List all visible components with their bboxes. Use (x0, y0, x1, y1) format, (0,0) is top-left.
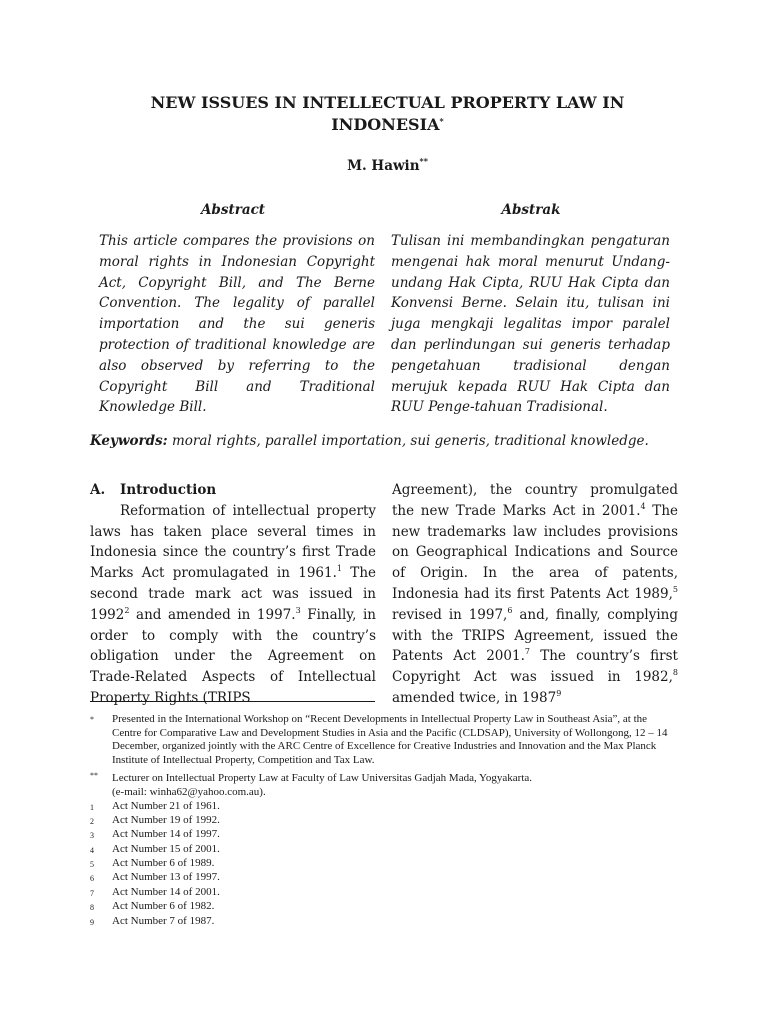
section-number: A. (90, 482, 106, 498)
footnote-mark: 8 (90, 903, 94, 912)
footnote-ref-1[interactable]: 1 (336, 564, 342, 574)
title-line-1: NEW ISSUES IN INTELLECTUAL PROPERTY LAW IN (150, 93, 625, 112)
footnote-ref-9[interactable]: 9 (556, 688, 562, 698)
author-footnote-mark: ** (419, 156, 428, 166)
footnote-mark: 7 (90, 889, 94, 898)
footnote-text: Act Number 6 of 1989. (112, 857, 215, 869)
abstract-id-heading: Abstrak (501, 202, 561, 218)
body-paragraph-right (392, 480, 678, 709)
footnote-text: Act Number 19 of 1992. (112, 814, 220, 826)
body-column-left (90, 480, 376, 709)
title-line-2 (100, 114, 675, 136)
footnote-text: (e-mail: winha62@yahoo.com.au). (112, 786, 266, 798)
section-heading (90, 480, 376, 501)
footnote-mark: 6 (90, 874, 94, 883)
keywords-label: Keywords: (90, 433, 168, 449)
footnote-ref-7[interactable]: 7 (524, 647, 530, 657)
footnote-mark: 4 (90, 846, 94, 855)
footnote-text: Act Number 14 of 2001. (112, 886, 220, 898)
right-s6: amended twice, in 1987 (392, 689, 557, 706)
footnote-text: Act Number 14 of 1997. (112, 828, 220, 840)
footnote-text: Act Number 21 of 1961. (112, 800, 220, 812)
footnote-text: Lecturer on Intellectual Property Law at Faculty of Law Universitas Gadjah Mada, Yogyakarta. (112, 772, 533, 784)
keywords-text: moral rights, parallel importation, sui generis, traditional knowledge. (171, 433, 649, 449)
abstract-en-heading: Abstract (200, 202, 266, 218)
footnote-mark: ** (90, 771, 98, 780)
keywords (90, 433, 690, 449)
abstract-id-text: Tulisan ini membandingkan pengaturan mengenai hak moral menurut Undang-undang Hak Cipta, RUU Hak Cipta dan Konvensi Berne. Selain itu, tulisan ini juga mengkaji legalitas impor paralel dan perlindungan sui generis terhadap pengetahuan tradisional dengan merujuk kepada RUU Hak Cipta dan RUU Penge-tahuan Tradisional. (391, 233, 670, 416)
footnote-text: Act Number 7 of 1987. (112, 915, 215, 927)
left-s2: The second trade mark act was issued in 1992 (90, 565, 376, 623)
footnote-mark: 2 (90, 817, 94, 826)
footnote-ref-4[interactable]: 4 (640, 501, 646, 511)
author-name: M. Hawin (347, 158, 420, 174)
footnote-text: Act Number 13 of 1997. (112, 871, 220, 883)
footnote-separator (90, 701, 375, 702)
title-line-2-text: INDONESIA (331, 115, 440, 134)
left-s3: and amended in 1997. (129, 606, 296, 623)
body-paragraph-left (90, 501, 376, 709)
footnote-mark: 9 (90, 918, 94, 927)
section-title: Introduction (120, 482, 217, 498)
right-s4: and, finally, complying with the TRIPS Agreement, issued the Patents Act 2001. (392, 606, 678, 665)
footnote-mark: * (90, 715, 94, 724)
footnote-text: Presented in the International Workshop on “Recent Developments in Intellectual Property Law in Southeast Asia”, at the Centre for Comparative Law and Development Studies in Asia and the Pacific (CLDSAP), University of Wollongong, 12 – 14 December, organized jointly with the ARC Centre of Excellence for Creative Industries and Innovation and the Max Planck Institute of Intellectual Property, Competition and Tax Law. (112, 713, 668, 766)
right-s5: The country’s first Copyright Act was issued in 1982, (392, 648, 678, 686)
footnote-mark: 5 (90, 860, 94, 869)
abstract-en-text: This article compares the provisions on moral rights in Indonesian Copyright Act, Copyright Bill, and The Berne Convention. The legality of parallel importation and the sui generis protection of traditional knowledge are also observed by referring to the Copyright Bill and Traditional Knowledge Bill. (99, 233, 375, 416)
footnote-ref-6[interactable]: 6 (507, 605, 513, 615)
footnote-mark: 1 (90, 803, 94, 812)
left-s4: Finally, in order to comply with the country’s obligation under the Agreement on Trade-Related Aspects of Intellectual Property Rights (TRIPS (90, 606, 376, 706)
right-s3: revised in 1997, (392, 606, 508, 623)
right-s2: The new trademarks law includes provisions on Geographical Indications and Source of Origin. In the area of patents, Indonesia had its first Patents Act 1989, (392, 502, 678, 602)
footnote-text: Act Number 15 of 2001. (112, 843, 220, 855)
footnote-ref-2[interactable]: 2 (124, 605, 130, 615)
title-footnote-mark: * (439, 116, 444, 126)
footnote-ref-8[interactable]: 8 (672, 668, 678, 678)
paper-title (100, 92, 675, 136)
body-column-right (392, 480, 678, 709)
footnote-ref-5[interactable]: 5 (672, 584, 678, 594)
footnote-text: Act Number 6 of 1982. (112, 900, 215, 912)
footnote-ref-3[interactable]: 3 (295, 605, 301, 615)
author (100, 158, 675, 174)
footnote-mark: 3 (90, 831, 94, 840)
left-s1: Reformation of intellectual property laws has taken place several times in Indonesia since the country’s first Trade Marks Act promulagated in 1961. (90, 502, 376, 582)
right-s1: Agreement), the country promulgated the new Trade Marks Act in 2001. (392, 482, 678, 519)
